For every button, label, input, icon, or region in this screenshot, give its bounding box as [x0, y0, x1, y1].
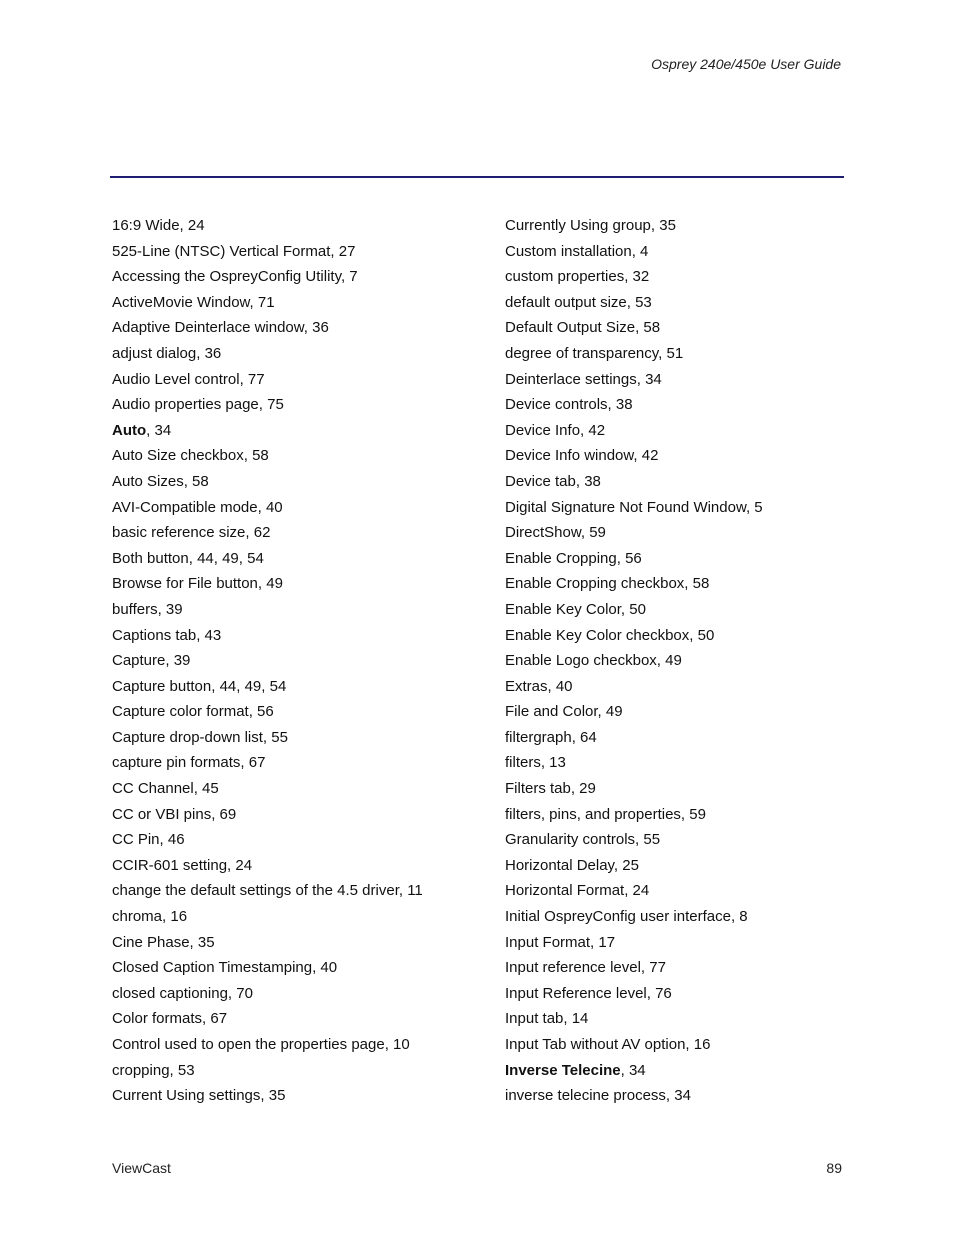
index-entry: Default Output Size, 58	[505, 319, 661, 337]
index-entry: Both button, 44, 49, 54	[112, 549, 264, 567]
index-entry: filters, pins, and properties, 59	[505, 805, 706, 823]
index-entry	[112, 418, 482, 444]
index-entry: CC or VBI pins, 69	[112, 805, 237, 823]
index-entry: change the default settings of the 4.5 driver, 11	[112, 882, 423, 900]
index-entry: Capture color format, 56	[112, 703, 274, 721]
index-entry: Device Info window, 42	[505, 447, 659, 465]
index-entry: capture pin formats, 67	[112, 754, 266, 772]
index-entry: CCIR-601 setting, 24	[112, 856, 253, 874]
index-entry	[505, 1058, 845, 1084]
index-entry: Horizontal Delay, 25	[505, 856, 639, 874]
index-entry: Capture button, 44, 49, 54	[112, 677, 287, 695]
index-entry: Input Format, 17	[505, 933, 616, 951]
index-entry: Deinterlace settings, 34	[505, 370, 662, 388]
index-entry: Closed Caption Timestamping, 40	[112, 959, 338, 977]
index-entry: Control used to open the properties page, 10	[112, 1036, 410, 1053]
index-column-left	[112, 213, 482, 1109]
index-entry: Granularity controls, 55	[505, 831, 661, 849]
index-entry: AVI-Compatible mode, 40	[112, 498, 283, 516]
index-entry: basic reference size, 62	[112, 524, 271, 542]
index-entry-term: Inverse Telecine	[505, 1061, 621, 1079]
index-entry: Audio Level control, 77	[112, 370, 265, 388]
index-entry: Digital Signature Not Found Window, 5	[505, 498, 763, 516]
index-entry: Audio properties page, 75	[112, 396, 284, 414]
index-entry: Input reference level, 77	[505, 959, 666, 977]
index-entry: Adaptive Deinterlace window, 36	[112, 319, 329, 337]
index-entry: Capture, 39	[112, 652, 191, 670]
index-entry: Enable Key Color, 50	[505, 600, 646, 618]
index-entry: degree of transparency, 51	[505, 344, 684, 362]
index-entry: Enable Key Color checkbox, 50	[505, 626, 715, 644]
index-entry: Current Using settings, 35	[112, 1087, 286, 1105]
header-rule	[110, 176, 844, 178]
index-entry: DirectShow, 59	[505, 524, 606, 542]
index-entry: default output size, 53	[505, 293, 652, 311]
index-entry-pages: , 34	[146, 421, 172, 439]
running-header-title: Osprey 240e/450e User Guide	[651, 56, 841, 72]
index-entry: Device tab, 38	[505, 472, 601, 490]
index-entry: inverse telecine process, 34	[505, 1087, 691, 1105]
index-entry: Enable Cropping, 56	[505, 549, 642, 567]
index-entry: Enable Logo checkbox, 49	[505, 652, 682, 670]
index-entry: Custom installation, 4	[505, 242, 649, 260]
index-entry: Auto Sizes, 58	[112, 472, 209, 490]
index-entry: 525-Line (NTSC) Vertical Format, 27	[112, 242, 356, 260]
index-entry: adjust dialog, 36	[112, 344, 222, 362]
index-entry: filtergraph, 64	[505, 728, 597, 746]
index-entry: Input tab, 14	[505, 1010, 589, 1028]
index-entry: File and Color, 49	[505, 703, 623, 721]
index-entry: closed captioning, 70	[112, 984, 253, 1002]
index-entry: Horizontal Format, 24	[505, 882, 650, 900]
index-entry: Filters tab, 29	[505, 780, 596, 798]
index-entry: Input Reference level, 76	[505, 984, 672, 1002]
index-entry: Capture drop-down list, 55	[112, 728, 288, 746]
index-entry: Color formats, 67	[112, 1010, 228, 1028]
index-entry: Device controls, 38	[505, 396, 633, 414]
index-entry: Browse for File button, 49	[112, 575, 283, 593]
index-entry: Initial OspreyConfig user interface, 8	[505, 908, 748, 926]
index-entry-term: Auto	[112, 421, 147, 439]
footer-company: ViewCast	[112, 1160, 171, 1176]
index-entry: Cine Phase, 35	[112, 933, 215, 951]
index-entry: ActiveMovie Window, 71	[112, 293, 275, 311]
index-entry: Enable Cropping checkbox, 58	[505, 575, 710, 593]
index-entry: custom properties, 32	[505, 268, 650, 286]
index-entry: 16:9 Wide, 24	[112, 217, 205, 234]
index-entry: chroma, 16	[112, 908, 188, 926]
footer-page-number: 89	[826, 1160, 842, 1176]
index-entry: Extras, 40	[505, 677, 573, 695]
index-entry: CC Pin, 46	[112, 831, 185, 849]
index-column-right	[505, 213, 845, 1109]
index-entry: buffers, 39	[112, 600, 183, 618]
index-entry: cropping, 53	[112, 1061, 195, 1079]
index-entry: Captions tab, 43	[112, 626, 222, 644]
index-entry: Currently Using group, 35	[505, 217, 676, 234]
index-entry: filters, 13	[505, 754, 566, 772]
index-entry: Device Info, 42	[505, 421, 606, 439]
index-entry-pages: , 34	[620, 1061, 646, 1079]
index-entry: Accessing the OspreyConfig Utility, 7	[112, 268, 358, 286]
index-entry: Input Tab without AV option, 16	[505, 1036, 711, 1053]
index-entry: Auto Size checkbox, 58	[112, 447, 269, 465]
index-entry: CC Channel, 45	[112, 780, 219, 798]
